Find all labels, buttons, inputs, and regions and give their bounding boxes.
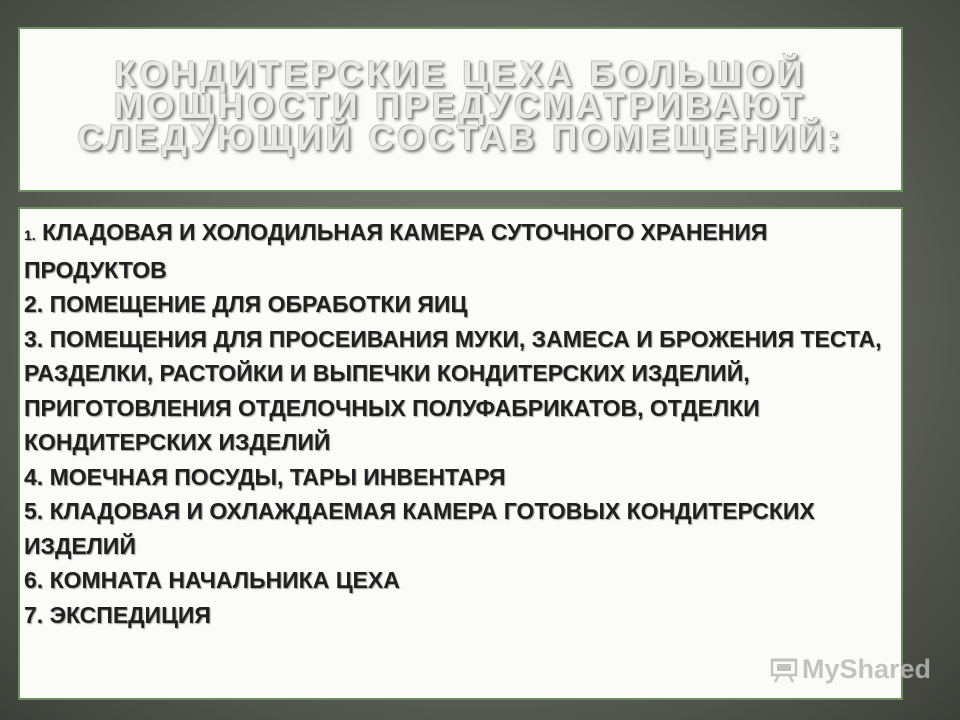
title-line: МОЩНОСТИ ПРЕДУСМАТРИВАЮТ <box>114 86 807 126</box>
list-item <box>24 215 891 287</box>
content-panel <box>18 207 903 700</box>
item-number: 6. <box>24 567 44 593</box>
presentation-board-icon <box>770 657 798 683</box>
list-item <box>24 322 891 460</box>
title-panel <box>18 27 903 192</box>
item-number: 2. <box>24 291 44 317</box>
watermark-text: MyShared <box>802 654 932 684</box>
item-number: 1. <box>24 227 36 243</box>
room-list <box>24 215 891 632</box>
slide-title <box>77 54 844 161</box>
item-text: ЭКСПЕДИЦИЯ <box>49 601 211 628</box>
item-text: ПОМЕЩЕНИЕ ДЛЯ ОБРАБОТКИ ЯИЦ <box>49 291 468 317</box>
item-text: МОЕЧНАЯ ПОСУДЫ, ТАРЫ ИНВЕНТАРЯ <box>49 463 506 490</box>
watermark <box>770 654 931 685</box>
title-line: КОНДИТЕРСКИЕ ЦЕХА БОЛЬШОЙ <box>114 54 807 94</box>
list-item <box>24 494 891 563</box>
item-text: КЛАДОВАЯ И ОХЛАЖДАЕМАЯ КАМЕРА ГОТОВЫХ КОНДИТЕРСКИХ ИЗДЕЛИЙ <box>24 498 815 559</box>
item-text: ПОМЕЩЕНИЯ ДЛЯ ПРОСЕИВАНИЯ МУКИ, ЗАМЕСА И БРОЖЕНИЯ ТЕСТА, РАЗДЕЛКИ, РАСТОЙКИ И ВЫПЕЧКИ КОНДИТЕРСКИХ ИЗДЕЛИЙ, ПРИГОТОВЛЕНИЯ ОТДЕЛОЧНЫХ ПОЛУФАБРИКАТОВ, ОТДЕЛКИ КОНДИТЕРСКИХ ИЗДЕЛИЙ <box>24 325 882 455</box>
list-item <box>24 460 891 495</box>
item-text: КЛАДОВАЯ И ХОЛОДИЛЬНАЯ КАМЕРА СУТОЧНОГО ХРАНЕНИЯ ПРОДУКТОВ <box>24 219 768 283</box>
list-item <box>24 563 891 598</box>
item-number: 4. <box>24 463 44 490</box>
list-item <box>24 598 891 633</box>
item-number: 7. <box>24 601 44 628</box>
list-item <box>24 287 891 322</box>
item-text: КОМНАТА НАЧАЛЬНИКА ЦЕХА <box>49 567 400 593</box>
item-number: 5. <box>24 498 44 524</box>
title-line: СЛЕДУЮЩИЙ СОСТАВ ПОМЕЩЕНИЙ: <box>77 118 844 158</box>
item-number: 3. <box>24 325 44 352</box>
